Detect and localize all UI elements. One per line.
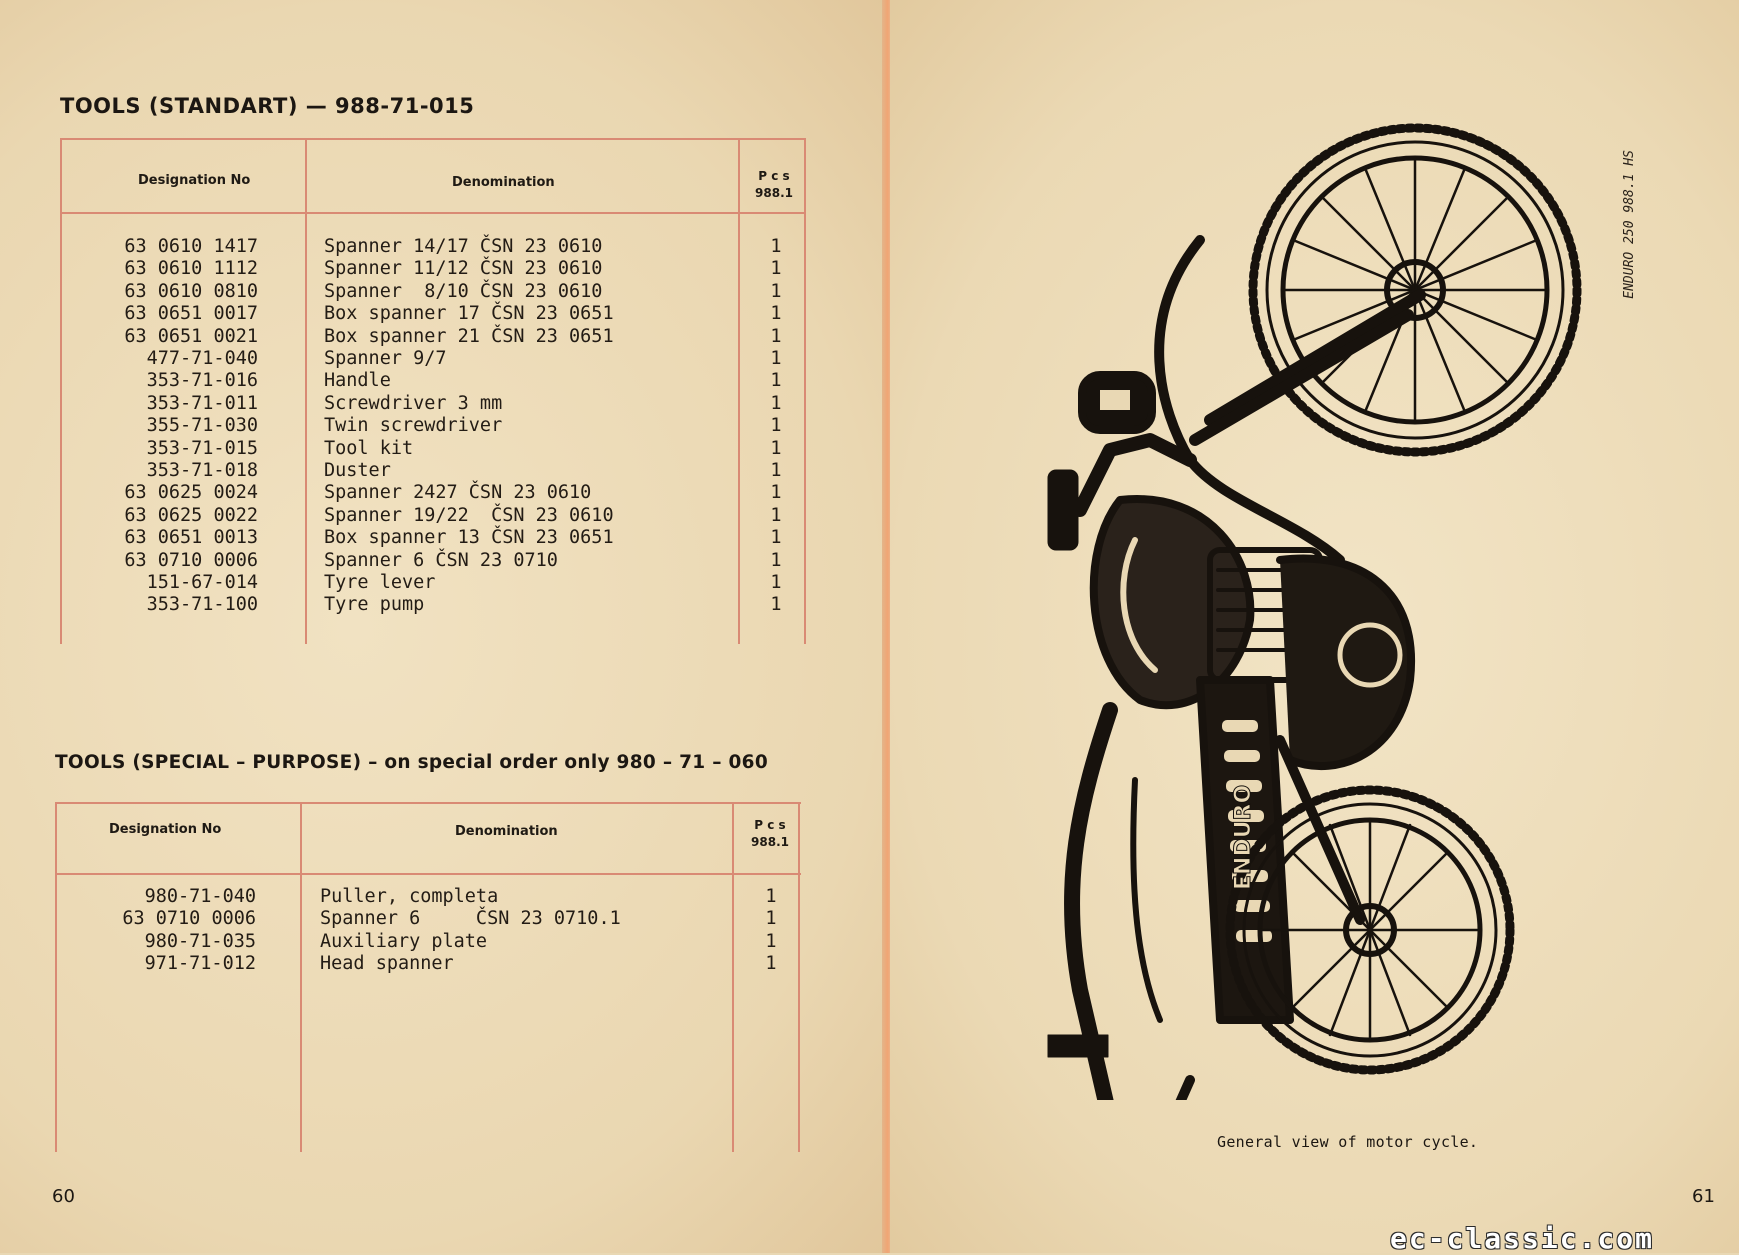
table-row (0, 415, 800, 437)
pcs-cell: 1 (770, 348, 782, 369)
pcs-cell: 1 (770, 527, 782, 549)
header-pcs-model: 988.1 (751, 835, 789, 849)
pcs-cell: 1 (765, 953, 777, 975)
table-col-rule (300, 802, 302, 1152)
designation-cell: 353-71-100 (146, 594, 258, 616)
designation-cell: 353-71-015 (146, 437, 258, 459)
designation-cell: 355-71-030 (146, 415, 258, 437)
header-pcs-model: 988.1 (755, 186, 793, 200)
pcs-cell: 1 (770, 415, 782, 437)
table-right-rule (798, 802, 800, 1152)
pcs-cell: 1 (770, 392, 782, 414)
table-right-rule (804, 138, 806, 644)
designation-cell: 63 0610 1417 (124, 236, 258, 257)
pcs-cell: 1 (770, 325, 782, 347)
fuel-tank (1094, 499, 1251, 705)
pcs-cell: 1 (770, 437, 782, 459)
footrest (1048, 1035, 1108, 1057)
table-row (0, 908, 800, 930)
designation-cell: 63 0710 0006 (124, 549, 258, 571)
headlamp (1082, 375, 1152, 430)
denomination-cell: Spanner 8/10 ČSN 23 0610 (324, 280, 603, 302)
header-pcs-label: P c s (758, 169, 790, 183)
denomination-cell: Tyre pump (324, 594, 425, 616)
side-note: ENDURO 250 988.1 HS (1622, 150, 1637, 299)
denomination-cell: Spanner 6 ČSN 23 0710.1 (320, 908, 621, 930)
header-denomination: Denomination (455, 824, 558, 839)
table-header-rule (60, 212, 806, 214)
table-row (0, 482, 800, 504)
table-row (0, 438, 800, 460)
header-pcs-label: P c s (754, 818, 786, 832)
pcs-cell: 1 (770, 594, 782, 616)
denomination-cell: Tool kit (324, 437, 414, 459)
page-number-right: 61 (1692, 1186, 1715, 1207)
pcs-cell: 1 (770, 258, 782, 280)
denomination-cell: Head spanner (320, 953, 454, 975)
denomination-cell: Tyre lever (324, 572, 436, 593)
denomination-cell: Spanner 2427 ČSN 23 0610 (324, 482, 592, 504)
denomination-cell: Duster (324, 460, 391, 481)
designation-cell: 63 0651 0021 (124, 325, 258, 347)
designation-cell: 63 0651 0013 (124, 527, 258, 549)
denomination-cell: Twin screwdriver (324, 415, 503, 437)
table-row (0, 326, 800, 348)
pcs-cell: 1 (770, 482, 782, 504)
table-row (0, 348, 800, 370)
table-col-rule (732, 802, 734, 1152)
stand (1100, 1080, 1190, 1100)
denomination-cell: Spanner 11/12 ČSN 23 0610 (324, 258, 603, 280)
designation-cell: 63 0610 1112 (124, 258, 258, 280)
motorcycle-drawing (1040, 120, 1600, 1100)
designation-cell: 980-71-035 (144, 930, 256, 952)
pcs-cell: 1 (765, 908, 777, 930)
table-row (0, 505, 800, 527)
designation-cell: 63 0651 0017 (124, 303, 258, 325)
standard-tools-title: TOOLS (STANDART) — 988-71-015 (60, 94, 475, 118)
table-row (0, 550, 800, 572)
header-designation: Designation No (109, 822, 222, 837)
pcs-cell: 1 (770, 460, 782, 481)
designation-cell: 353-71-011 (146, 392, 258, 414)
table-row (0, 370, 800, 392)
denomination-cell: Spanner 9/7 (324, 348, 447, 369)
rear-wheel (1230, 790, 1510, 1070)
table-row (0, 393, 800, 415)
table-row (0, 886, 800, 908)
table-row (0, 572, 800, 594)
pcs-cell: 1 (770, 370, 782, 392)
pcs-cell: 1 (765, 930, 777, 952)
denomination-cell: Spanner 6 ČSN 23 0710 (324, 549, 558, 571)
special-tools-title: TOOLS (SPECIAL – PURPOSE) – on special order only 980 – 71 – 060 (55, 752, 769, 773)
designation-cell: 63 0610 0810 (124, 280, 258, 302)
pcs-cell: 1 (770, 303, 782, 325)
pcs-cell: 1 (770, 572, 782, 593)
designation-cell: 63 0625 0022 (124, 504, 258, 526)
table-row (0, 303, 800, 325)
designation-cell: 980-71-040 (144, 886, 256, 907)
table-left-rule (55, 802, 57, 1152)
table-row (0, 527, 800, 549)
header-designation: Designation No (138, 173, 251, 188)
table-row (0, 281, 800, 303)
designation-cell: 971-71-012 (144, 953, 256, 975)
figure-caption: General view of motor cycle. (1217, 1133, 1479, 1151)
denomination-cell: Box spanner 21 ČSN 23 0651 (324, 325, 614, 347)
denomination-cell: Handle (324, 370, 391, 392)
denomination-cell: Spanner 14/17 ČSN 23 0610 (324, 236, 603, 257)
table-row (0, 460, 800, 482)
hand-grip (1048, 470, 1078, 550)
designation-cell: 63 0625 0024 (124, 482, 258, 504)
designation-cell: 151-67-014 (146, 572, 258, 593)
front-wheel (1253, 128, 1577, 452)
page-number-left: 60 (52, 1186, 75, 1207)
denomination-cell: Box spanner 17 ČSN 23 0651 (324, 303, 614, 325)
pcs-cell: 1 (770, 236, 782, 257)
pcs-cell: 1 (770, 504, 782, 526)
designation-cell: 477-71-040 (146, 348, 258, 369)
table-top-rule (60, 138, 806, 140)
designation-cell: 353-71-016 (146, 370, 258, 392)
rear-frame (1133, 780, 1160, 1020)
pcs-cell: 1 (770, 549, 782, 571)
table-row (0, 594, 800, 616)
table-row (0, 258, 800, 280)
table-header-rule (55, 873, 801, 875)
denomination-cell: Screwdriver 3 mm (324, 392, 503, 414)
header-pcs (752, 168, 796, 202)
denomination-cell: Spanner 19/22 ČSN 23 0610 (324, 504, 614, 526)
watermark: ec-classic.com (1390, 1222, 1655, 1255)
header-denomination: Denomination (452, 175, 555, 190)
denomination-cell: Auxiliary plate (320, 930, 488, 952)
designation-cell: 353-71-018 (146, 460, 258, 481)
header-pcs (748, 817, 792, 851)
pcs-cell: 1 (770, 280, 782, 302)
table-row (0, 953, 800, 975)
table-row (0, 236, 800, 258)
denomination-cell: Box spanner 13 ČSN 23 0651 (324, 527, 614, 549)
enduro-label: ENDURO (1231, 784, 1256, 890)
denomination-cell: Puller, completa (320, 886, 499, 907)
designation-cell: 63 0710 0006 (122, 908, 256, 930)
pcs-cell: 1 (765, 886, 777, 907)
table-top-rule (55, 802, 801, 804)
table-row (0, 931, 800, 953)
